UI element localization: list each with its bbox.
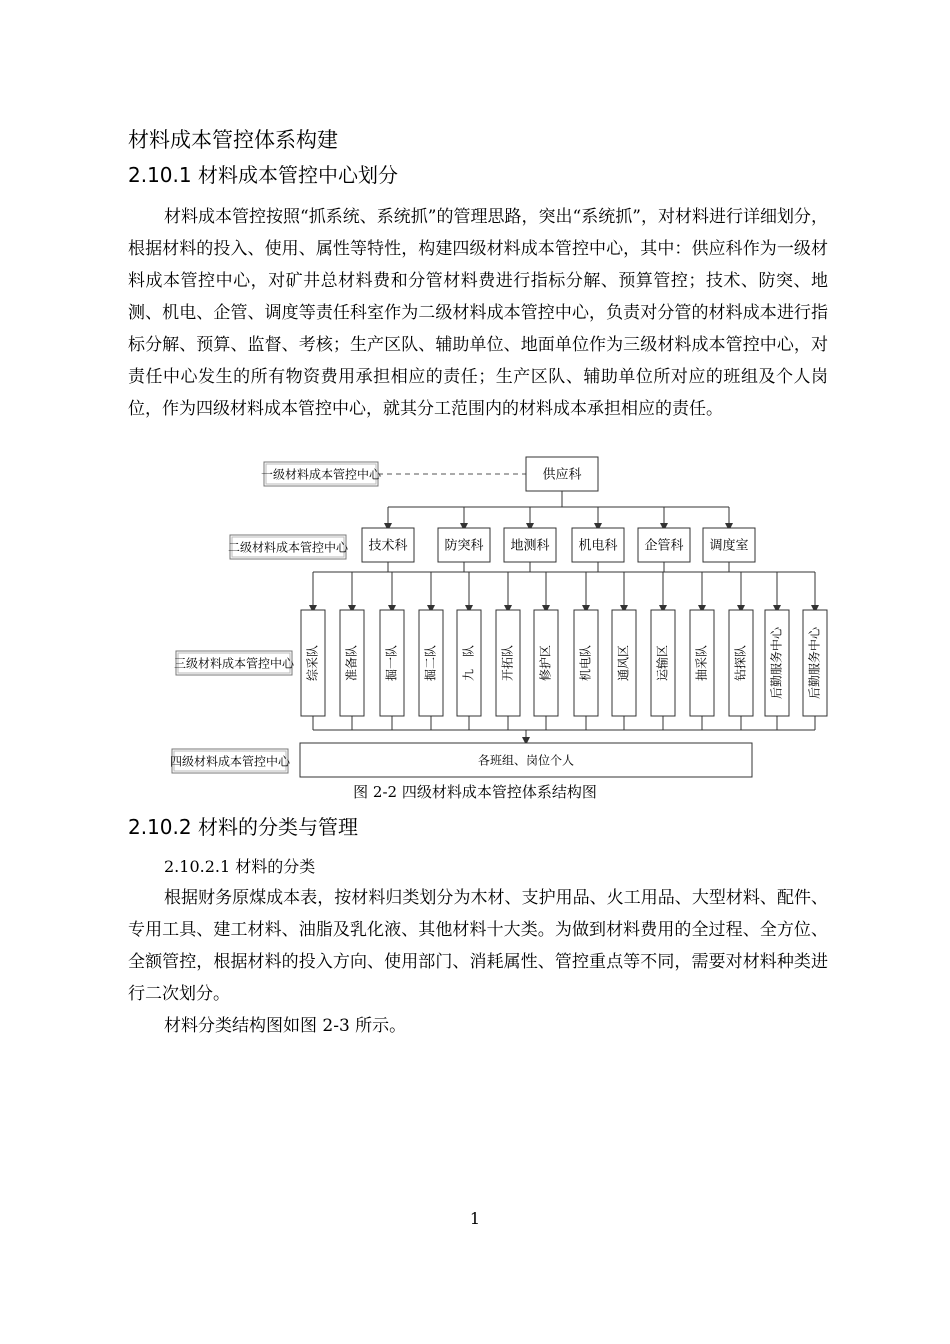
level-3-unit: 综采队	[305, 644, 320, 682]
level-4-text: 各班组、岗位个人	[477, 753, 575, 768]
level-3-unit: 钻探队	[733, 644, 748, 682]
level-4-label: 四级材料成本管控中心	[169, 754, 291, 769]
figure-caption: 图 2-2 四级材料成本管控体系结构图	[353, 783, 597, 801]
level-3-unit: 抽采队	[694, 644, 709, 682]
section-2-paragraph-1: 根据财务原煤成本表，按材料归类划分为木材、支护用品、火工用品、大型材料、配件、专用工具、建工材料、油脂及乳化液、其他材料十大类。为做到材料费用的全过程、全方位、全额管控，根据材料的投入方向、使用部门、消耗属性、管控重点等不同，需要对材料种类进行二次划分。	[128, 888, 828, 1004]
section-title-2-10-2: 2.10.2 材料的分类与管理	[128, 815, 358, 839]
level-3-unit: 后勤服务中心	[807, 626, 822, 700]
section-title-2-10-1: 2.10.1 材料成本管控中心划分	[128, 163, 398, 187]
section-1-paragraph: 材料成本管控按照“抓系统、系统抓”的管理思路，突出“系统抓”，对材料进行详细划分，根据材料的投入、使用、属性等特性，构建四级材料成本管控中心，其中：供应科作为一级材料成本管控中心，对矿井总材料费和分管材料费进行指标分解、预算管控；技术、防突、地测、机电、企管、调度等责任科室作为二级材料成本管控中心，负责对分管的材料成本进行指标分解、预算、监督、考核；生产区队、辅助单位、地面单位作为三级材料成本管控中心，对责任中心发生的所有物资费用承担相应的责任；生产区队、辅助单位所对应的班组及个人岗位，作为四级材料成本管控中心，就其分工范围内的材料成本承担相应的责任。	[128, 207, 828, 419]
level-3-unit: 修护区	[538, 644, 553, 682]
level-2-dept: 技术科	[368, 538, 408, 554]
level-2-dept: 调度室	[709, 538, 749, 554]
level-2-dept: 企管科	[644, 538, 684, 554]
level-3-unit: 准备队	[344, 644, 359, 682]
level-3-unit: 后勤服务中心	[769, 626, 784, 700]
subsection-title-2-10-2-1: 2.10.2.1 材料的分类	[164, 857, 316, 876]
level-3-unit: 掘二队	[423, 644, 438, 682]
level-2-dept: 地测科	[510, 538, 550, 554]
level-3-unit: 机电队	[578, 644, 593, 682]
level-2-dept: 机电科	[578, 538, 618, 554]
level-1-label: 一级材料成本管控中心	[260, 467, 382, 482]
level-3-unit: 通风区	[616, 644, 631, 682]
level-3-unit: 开拓队	[500, 644, 515, 682]
page-number: 1	[469, 1209, 481, 1228]
level-3-unit: 九 队	[461, 644, 476, 682]
org-structure-diagram	[0, 450, 950, 790]
level-2-label: 二级材料成本管控中心	[227, 540, 349, 555]
level-3-label: 三级材料成本管控中心	[173, 656, 295, 671]
page-heading: 材料成本管控体系构建	[128, 128, 338, 152]
level-3-unit: 运输区	[655, 644, 670, 682]
level-3-unit: 掘一队	[384, 644, 399, 682]
supply-dept-label: 供应科	[542, 467, 582, 483]
level-2-dept: 防突科	[444, 538, 484, 554]
section-2-paragraph-2: 材料分类结构图如图 2-3 所示。	[164, 1016, 407, 1036]
